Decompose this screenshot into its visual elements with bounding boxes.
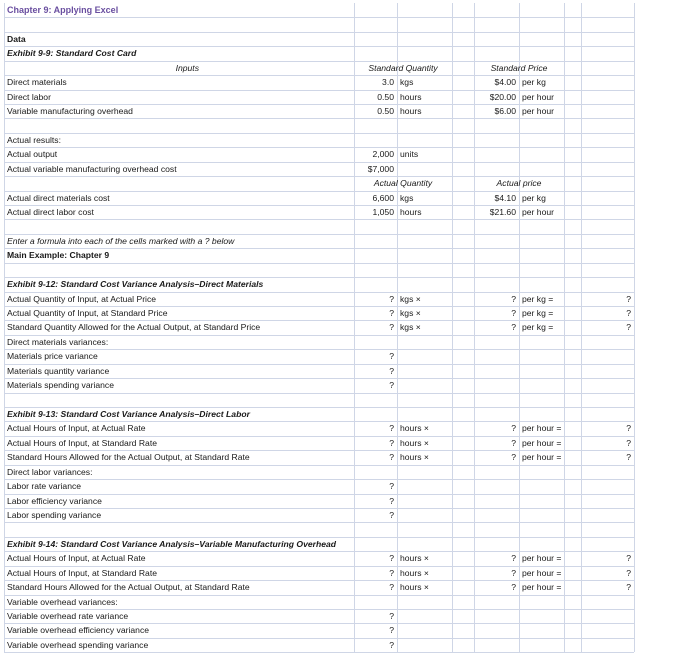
- sheet-row: [4, 609, 634, 624]
- formula-cell-rate[interactable]: ?: [511, 437, 516, 448]
- formula-cell-total[interactable]: ?: [626, 553, 631, 564]
- sheet-row: [4, 638, 634, 653]
- standard-quantity-value: 3.0: [382, 77, 394, 88]
- sheet-row: [4, 320, 634, 335]
- sheet-row: [4, 551, 634, 566]
- formula-cell-variance[interactable]: ?: [389, 481, 394, 492]
- row-label: Materials spending variance: [7, 380, 115, 391]
- row-label: Direct materials: [7, 77, 67, 88]
- row-label: Standard Hours Allowed for the Actual Output, at Standard Rate: [7, 582, 250, 593]
- instruction-text: Enter a formula into each of the cells marked with a ? below: [7, 235, 235, 246]
- rate-unit: per hour =: [522, 452, 562, 463]
- sheet-row: [4, 494, 634, 509]
- main-example-heading: Main Example: Chapter 9: [7, 250, 110, 261]
- formula-cell-total[interactable]: ?: [626, 452, 631, 463]
- actual-output-value: 2,000: [372, 149, 394, 160]
- formula-cell-variance[interactable]: ?: [389, 495, 394, 506]
- sheet-row: [4, 465, 634, 480]
- standard-price-value: $4.00: [494, 77, 516, 88]
- row-label: Variable manufacturing overhead: [7, 106, 133, 116]
- actual-quantity-header: Actual Quantity: [373, 178, 433, 189]
- sheet-row: [4, 205, 634, 220]
- rate-unit: per kg =: [522, 293, 554, 304]
- formula-cell-rate[interactable]: ?: [511, 452, 516, 463]
- row-label: Direct labor: [7, 91, 51, 102]
- formula-cell-total[interactable]: ?: [626, 582, 631, 593]
- rate-unit: per kg =: [522, 322, 554, 333]
- sheet-row: [4, 436, 634, 451]
- formula-cell-variance[interactable]: ?: [389, 351, 394, 362]
- sheet-row: [4, 277, 634, 292]
- row-label: Actual variable manufacturing overhead cost: [7, 163, 177, 174]
- sheet-row: [4, 522, 634, 537]
- formula-cell-quantity[interactable]: ?: [389, 553, 394, 564]
- row-label: Labor efficiency variance: [7, 495, 102, 506]
- row-label: Variable overhead variances:: [7, 596, 118, 607]
- sheet-row: [4, 537, 634, 552]
- row-label: Variable overhead spending variance: [7, 639, 149, 650]
- quantity-unit: hours ×: [400, 452, 429, 463]
- row-label: Actual Hours of Input, at Standard Rate: [7, 437, 158, 448]
- formula-cell-quantity[interactable]: ?: [389, 582, 394, 593]
- sheet-row: [4, 393, 634, 408]
- sheet-row: [4, 566, 634, 581]
- sheet-row: [4, 623, 634, 638]
- sheet-title: Chapter 9: Applying Excel: [7, 5, 119, 15]
- sheet-row: [4, 450, 634, 465]
- exhibit913-heading: Exhibit 9-13: Standard Cost Variance Analysis–Direct Labor: [7, 409, 250, 420]
- sheet-row: [4, 378, 634, 393]
- formula-cell-quantity[interactable]: ?: [389, 423, 394, 434]
- row-label: Standard Quantity Allowed for the Actual Output, at Standard Price: [7, 322, 261, 333]
- quantity-unit: kgs ×: [400, 308, 421, 319]
- row-label: Actual Quantity of Input, at Actual Price: [7, 293, 157, 304]
- standard-price-value: $6.00: [494, 106, 516, 116]
- exhibit912-heading: Exhibit 9-12: Standard Cost Variance Analysis–Direct Materials: [7, 279, 264, 290]
- standard-quantity-value: 0.50: [377, 91, 394, 102]
- row-label: Actual Hours of Input, at Actual Rate: [7, 553, 146, 564]
- grid-line: [634, 3, 635, 652]
- formula-cell-total[interactable]: ?: [626, 423, 631, 434]
- sheet-row: [4, 479, 634, 494]
- formula-cell-rate[interactable]: ?: [511, 293, 516, 304]
- row-label: Variable overhead rate variance: [7, 611, 129, 622]
- formula-cell-total[interactable]: ?: [626, 567, 631, 578]
- actual-price-value: $4.10: [494, 192, 516, 203]
- quantity-unit: hours ×: [400, 437, 429, 448]
- formula-cell-total[interactable]: ?: [626, 293, 631, 304]
- sheet-row: [4, 335, 634, 350]
- formula-cell-total[interactable]: ?: [626, 322, 631, 333]
- formula-cell-quantity[interactable]: ?: [389, 452, 394, 463]
- sheet-row: [4, 176, 634, 191]
- formula-cell-rate[interactable]: ?: [511, 423, 516, 434]
- formula-cell-quantity[interactable]: ?: [389, 322, 394, 333]
- sheet-row: [4, 292, 634, 307]
- quantity-unit: hours: [400, 106, 422, 116]
- formula-cell-variance[interactable]: ?: [389, 380, 394, 391]
- row-label: Actual direct materials cost: [7, 192, 110, 203]
- data-heading: Data: [7, 33, 26, 44]
- sheet-row: [4, 147, 634, 162]
- rate-unit: per hour =: [522, 437, 562, 448]
- quantity-unit: hours: [400, 91, 422, 102]
- sheet-row: [4, 263, 634, 278]
- formula-cell-rate[interactable]: ?: [511, 582, 516, 593]
- quantity-unit: hours ×: [400, 423, 429, 434]
- sheet-row: [4, 234, 634, 249]
- row-label: Labor spending variance: [7, 510, 102, 521]
- actual-quantity-value: 1,050: [372, 207, 394, 218]
- price-unit: per hour: [522, 207, 555, 218]
- actual-price-header: Actual price: [496, 178, 542, 189]
- quantity-unit: kgs: [400, 192, 414, 203]
- output-unit: units: [400, 149, 419, 160]
- standard-price-header: Standard Price: [490, 62, 548, 73]
- sheet-row: [4, 219, 634, 234]
- sheet-row: [4, 364, 634, 379]
- exhibit914-heading: Exhibit 9-14: Standard Cost Variance Analysis–Variable Manufacturing Overhead: [7, 538, 337, 549]
- sheet-row: [4, 118, 634, 133]
- sheet-row: [4, 133, 634, 148]
- row-label: Actual Quantity of Input, at Standard Price: [7, 308, 168, 319]
- formula-cell-rate[interactable]: ?: [511, 567, 516, 578]
- rate-unit: per hour =: [522, 423, 562, 434]
- exhibit-9-9-heading: Exhibit 9-9: Standard Cost Card: [7, 48, 137, 59]
- price-unit: per hour: [522, 106, 555, 116]
- rate-unit: per hour =: [522, 582, 562, 593]
- row-label: Variable overhead efficiency variance: [7, 625, 150, 636]
- rate-unit: per hour =: [522, 567, 562, 578]
- actual-price-value: $21.60: [489, 207, 516, 218]
- price-unit: per kg: [522, 192, 546, 203]
- sheet-row: [4, 32, 634, 47]
- sheet-row: [4, 104, 634, 119]
- sheet-row: [4, 46, 634, 61]
- sheet-row: [4, 90, 634, 105]
- formula-cell-rate[interactable]: ?: [511, 553, 516, 564]
- sheet-row: [4, 61, 634, 76]
- sheet-row: [4, 306, 634, 321]
- sheet-row: [4, 349, 634, 364]
- row-label: Actual output: [7, 149, 58, 160]
- formula-cell-rate[interactable]: ?: [511, 322, 516, 333]
- row-label: Materials quantity variance: [7, 365, 110, 376]
- price-unit: per hour: [522, 91, 555, 102]
- sheet-row: [4, 17, 634, 32]
- formula-cell-quantity[interactable]: ?: [389, 567, 394, 578]
- formula-cell-rate[interactable]: ?: [511, 308, 516, 319]
- sheet-row: [4, 75, 634, 90]
- formula-cell-variance[interactable]: ?: [389, 365, 394, 376]
- formula-cell-variance[interactable]: ?: [389, 510, 394, 521]
- row-label: Direct labor variances:: [7, 466, 93, 477]
- sheet-row: [4, 407, 634, 422]
- sheet-row: [4, 162, 634, 177]
- sheet-row: [4, 595, 634, 610]
- sheet-row: [4, 191, 634, 206]
- quantity-unit: hours ×: [400, 553, 429, 564]
- formula-cell-quantity[interactable]: ?: [389, 437, 394, 448]
- rate-unit: per kg =: [522, 308, 554, 319]
- quantity-unit: kgs ×: [400, 322, 421, 333]
- quantity-unit: hours: [400, 207, 422, 218]
- row-label: Materials price variance: [7, 351, 98, 362]
- row-label: Direct materials variances:: [7, 336, 109, 347]
- actual-voh-value: $7,000: [367, 163, 394, 174]
- rate-unit: per hour =: [522, 553, 562, 564]
- row-label: Actual results:: [7, 134, 61, 145]
- formula-cell-variance[interactable]: ?: [389, 611, 394, 622]
- price-unit: per kg: [522, 77, 546, 88]
- formula-cell-variance[interactable]: ?: [389, 639, 394, 650]
- inputs-header: Inputs: [175, 62, 199, 73]
- row-label: Actual direct labor cost: [7, 207, 94, 218]
- formula-cell-quantity[interactable]: ?: [389, 308, 394, 319]
- formula-cell-total[interactable]: ?: [626, 308, 631, 319]
- sheet-row: [4, 508, 634, 523]
- standard-quantity-value: 0.50: [377, 106, 394, 116]
- formula-cell-quantity[interactable]: ?: [389, 293, 394, 304]
- quantity-unit: kgs ×: [400, 293, 421, 304]
- formula-cell-total[interactable]: ?: [626, 437, 631, 448]
- standard-price-value: $20.00: [489, 91, 516, 102]
- sheet-row: [4, 3, 634, 18]
- standard-quantity-header: Standard Quantity: [368, 62, 438, 73]
- row-label: Actual Hours of Input, at Standard Rate: [7, 567, 158, 578]
- quantity-unit: hours ×: [400, 567, 429, 578]
- row-label: Actual Hours of Input, at Actual Rate: [7, 423, 146, 434]
- row-label: Labor rate variance: [7, 481, 82, 492]
- sheet-row: [4, 248, 634, 263]
- quantity-unit: kgs: [400, 77, 414, 88]
- quantity-unit: hours ×: [400, 582, 429, 593]
- actual-quantity-value: 6,600: [372, 192, 394, 203]
- formula-cell-variance[interactable]: ?: [389, 625, 394, 636]
- sheet-row: [4, 580, 634, 595]
- row-label: Standard Hours Allowed for the Actual Output, at Standard Rate: [7, 452, 250, 463]
- sheet-row: [4, 421, 634, 436]
